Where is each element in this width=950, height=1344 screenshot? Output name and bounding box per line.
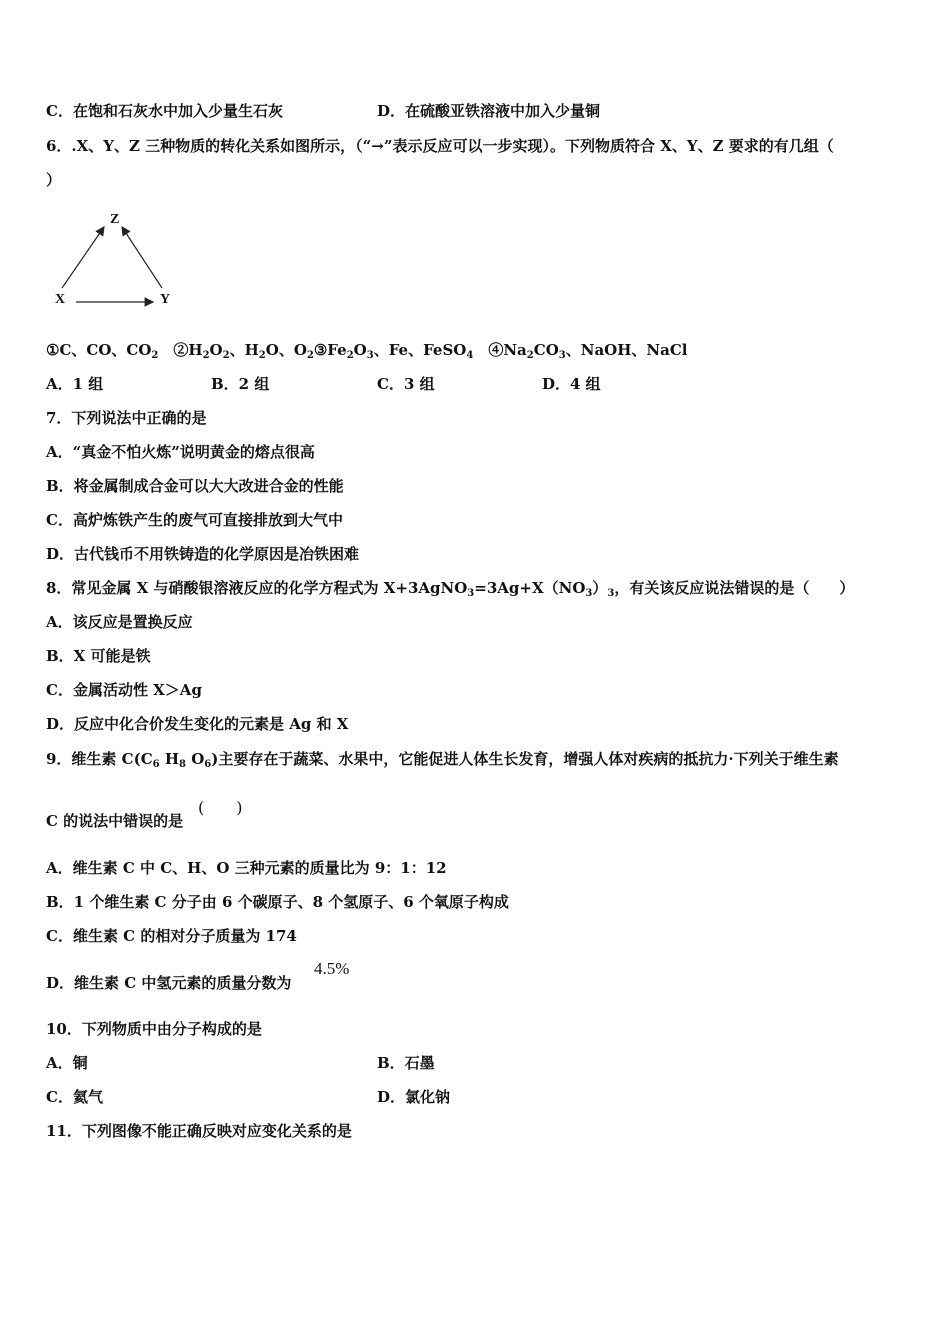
- q7-option-d: D．古代钱币不用铁铸造的化学原因是冶铁困难: [46, 545, 360, 563]
- q7-option-a: A．“真金不怕火炼”说明黄金的熔点很高: [46, 443, 315, 461]
- q10-option-a: A．铜: [46, 1054, 88, 1072]
- q8-option-a: A．该反应是置换反应: [46, 613, 193, 631]
- q6-option-c: C．3 组: [377, 375, 435, 393]
- arrow-x-to-z: [62, 227, 104, 288]
- q9-answer-paren: ( ): [198, 798, 243, 817]
- q6-option-d: D．4 组: [542, 375, 601, 393]
- q6-stem-close: ）: [46, 171, 62, 189]
- q5-option-d: D．在硫酸亚铁溶液中加入少量铜: [377, 102, 601, 120]
- q8-stem: 8．常见金属 X 与硝酸银溶液反应的化学方程式为 $X+3AgNO_3=3Ag+X(NO_3)_3$，有关该反应说法错误的是（ ）: [46, 579, 855, 599]
- q9-stem: 9．维生素 $C(C_6$ $H_8$ $O_6$)主要存在于蔬菜、水果中，它能促进人体生长发育，增强人体对疾病的抵抗力·下列关于维生素: [46, 750, 839, 770]
- q9-option-c: C．维生素 C 的相对分子质量为 174: [46, 927, 297, 945]
- q8-option-c: C．金属活动性 X＞Ag: [46, 681, 202, 699]
- q8-option-d: D．反应中化合价发生变化的元素是 Ag 和 X: [46, 715, 349, 733]
- q10-option-c: C．氦气: [46, 1088, 103, 1106]
- q10-option-d: D．氯化钠: [377, 1088, 451, 1106]
- q10-stem: 10．下列物质中由分子构成的是: [46, 1020, 262, 1038]
- q9-option-d: D．维生素 C 中氢元素的质量分数为: [46, 974, 292, 992]
- q6-stem: 6．.X、Y、Z 三种物质的转化关系如图所示，（“→”表示反应可以一步实现）。下列物质符合 X、Y、Z 要求的有几组（: [46, 137, 834, 155]
- arrow-y-to-z: [122, 227, 162, 288]
- q6-option-b: B．2 组: [211, 375, 270, 393]
- diagram-label-z: Z: [110, 212, 120, 227]
- q8-option-b: B．X 可能是铁: [46, 647, 151, 665]
- diagram-label-x: X: [55, 292, 66, 307]
- q9-stem-line2: C 的说法中错误的是: [46, 812, 184, 830]
- q7-option-b: B．将金属制成合金可以大大改进合金的性能: [46, 477, 344, 495]
- q6-xyz-diagram: [40, 200, 190, 315]
- diagram-label-y: Y: [160, 292, 171, 307]
- q9-option-d-value: 4.5%: [314, 959, 350, 978]
- q5-option-c: C．在饱和石灰水中加入少量生石灰: [46, 102, 283, 120]
- q10-option-b: B．石墨: [377, 1054, 435, 1072]
- q9-option-b: B．1 个维生素 C 分子由 6 个碳原子、8 个氢原子、6 个氧原子构成: [46, 893, 509, 911]
- q6-substance-sets: ①C、CO、$CO_2$ $②H_2O_2$、$H_2O$、$O_2③Fe_2O_3$、Fe、FeSO$_4$ $④Na_2CO_3$、NaOH、NaCl: [46, 341, 688, 361]
- q7-stem: 7．下列说法中正确的是: [46, 409, 207, 427]
- q9-option-a: A．维生素 C 中 C、H、O 三种元素的质量比为 9：1：12: [46, 859, 447, 877]
- q6-option-a: A．1 组: [46, 375, 104, 393]
- q11-stem: 11．下列图像不能正确反映对应变化关系的是: [46, 1122, 352, 1140]
- q7-option-c: C．高炉炼铁产生的废气可直接排放到大气中: [46, 511, 343, 529]
